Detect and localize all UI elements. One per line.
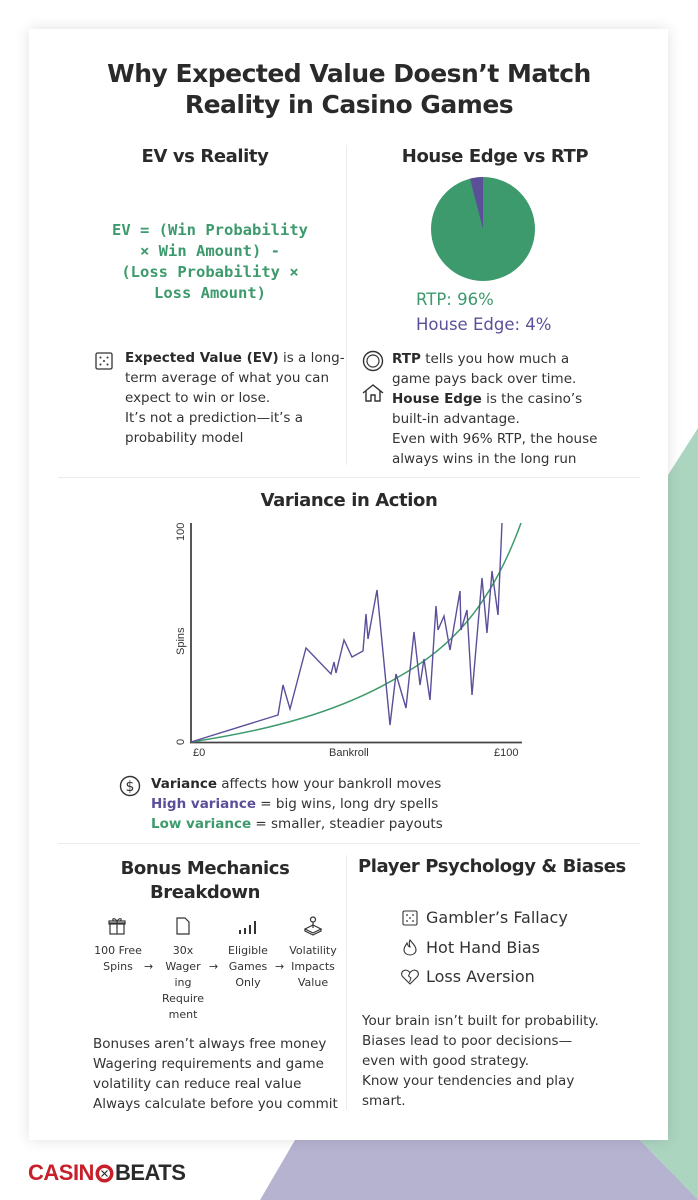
ev-bold-term: Expected Value (EV)	[125, 350, 279, 366]
x-tick-0: £0	[193, 747, 206, 759]
arrow-icon: →	[209, 960, 219, 973]
step-line: Wager	[165, 960, 201, 973]
arrow-icon: →	[275, 960, 285, 973]
variance-heading: Variance in Action	[260, 490, 438, 511]
page-title	[0, 58, 698, 120]
psychology-summary-line: even with good strategy.	[362, 1053, 530, 1069]
psychology-summary-line: Know your tendencies and play	[362, 1073, 575, 1089]
arrow-icon: →	[144, 960, 154, 973]
broken-heart-icon	[401, 969, 419, 985]
formula-line: EV = (Win Probability	[112, 221, 308, 239]
house-edge-line: Even with 96% RTP, the house	[392, 431, 598, 447]
casinobeats-logo[interactable]	[28, 1160, 185, 1186]
step-line: Only	[235, 976, 261, 989]
formula-line: Loss Amount)	[154, 284, 266, 302]
bonus-heading-line: Bonus Mechanics	[120, 858, 290, 879]
rtp-text: tells you how much a	[420, 351, 570, 367]
house-edge-description	[392, 349, 642, 469]
formula-line: (Loss Probability ×	[121, 263, 299, 281]
ev-line: probability model	[125, 430, 244, 446]
low-variance-line	[191, 523, 521, 742]
bonus-summary-line: Bonuses aren’t always free money	[93, 1036, 327, 1052]
psychology-summary-line: Your brain isn’t built for probability.	[362, 1013, 599, 1029]
variance-line-chart	[160, 515, 540, 765]
gift-icon	[108, 917, 126, 935]
bonus-step-free-spins	[88, 943, 148, 975]
step-line: Require	[162, 992, 204, 1005]
section-divider-horizontal	[58, 477, 640, 478]
y-tick-0: 0	[175, 738, 187, 745]
step-line: Volatility	[289, 944, 337, 957]
bonus-step-eligible-games	[222, 943, 274, 991]
roulette-wheel-icon	[95, 1164, 114, 1183]
ev-line: term average of what you can	[125, 370, 330, 386]
high-variance-term: High variance	[151, 796, 256, 812]
ev-line: expect to win or lose.	[125, 390, 271, 406]
ev-line: It’s not a prediction—it’s a	[125, 410, 304, 426]
house-edge-heading: House Edge vs RTP	[401, 146, 589, 167]
high-variance-text: = big wins, long dry spells	[255, 796, 439, 812]
variance-text: affects how your bankroll moves	[216, 776, 442, 792]
ev-heading: EV vs Reality	[141, 146, 269, 167]
house-edge-bold-term: House Edge	[392, 391, 482, 407]
house-edge-text: is the casino’s	[481, 391, 583, 407]
house-edge-line: built-in advantage.	[392, 411, 520, 427]
title-line-2: Reality in Casino Games	[184, 90, 514, 119]
x-axis-label: Bankroll	[329, 747, 369, 759]
rtp-pie-chart	[430, 176, 536, 282]
dice-icon	[402, 910, 418, 926]
step-line: Eligible	[228, 944, 268, 957]
house-icon	[361, 383, 385, 403]
bonus-heading	[60, 857, 350, 905]
step-line: Value	[297, 976, 329, 989]
step-line: 30x	[172, 944, 194, 957]
low-variance-term: Low variance	[151, 816, 252, 832]
logo-text-casino: CASIN	[28, 1160, 94, 1185]
psychology-heading: Player Psychology & Biases	[358, 856, 626, 877]
bonus-summary-line: Wagering requirements and game	[93, 1056, 324, 1072]
x-tick-100: £100	[494, 747, 519, 759]
ev-description	[125, 348, 350, 448]
ev-text: is a long-	[278, 350, 345, 366]
psychology-summary	[362, 1011, 632, 1111]
logo-text-beats: BEATS	[114, 1160, 186, 1185]
rtp-line: game pays back over time.	[392, 371, 577, 387]
bias-loss-aversion: Loss Aversion	[426, 967, 535, 986]
bias-hot-hand: Hot Hand Bias	[426, 938, 540, 957]
step-line: ing	[174, 976, 192, 989]
y-tick-100: 100	[175, 522, 187, 541]
ev-formula	[80, 220, 340, 304]
section-divider-horizontal-2	[58, 843, 640, 844]
signal-bars-icon	[238, 920, 260, 934]
svg-text:$: $	[125, 779, 135, 795]
bonus-summary-line: volatility can reduce real value	[93, 1076, 302, 1092]
dice-icon	[95, 352, 113, 370]
step-line: Impacts	[291, 960, 335, 973]
y-axis-label: Spins	[175, 627, 187, 655]
low-variance-text: = smaller, steadier payouts	[251, 816, 443, 832]
variance-bold-term: Variance	[151, 776, 217, 792]
psychology-summary-line: smart.	[362, 1093, 406, 1109]
house-edge-line: always wins in the long run	[392, 451, 577, 467]
house-edge-label: House Edge: 4%	[416, 315, 552, 334]
step-line: 100 Free	[94, 944, 142, 957]
step-line: ment	[168, 1008, 198, 1021]
psychology-summary-line: Biases lead to poor decisions—	[362, 1033, 573, 1049]
bonus-summary	[93, 1034, 353, 1114]
high-variance-line	[191, 523, 502, 742]
rtp-bold-term: RTP	[392, 351, 421, 367]
dollar-circle-icon	[119, 775, 141, 797]
step-line: Spins	[103, 960, 133, 973]
variance-description	[151, 774, 471, 834]
bonus-heading-line: Breakdown	[149, 882, 261, 903]
step-line: Games	[228, 960, 268, 973]
chip-icon	[362, 350, 384, 372]
rtp-label: RTP: 96%	[416, 290, 494, 309]
bonus-step-volatility	[286, 943, 340, 991]
title-line-1: Why Expected Value Doesn’t Match	[107, 59, 591, 88]
formula-line: × Win Amount) -	[140, 242, 280, 260]
flame-icon	[402, 939, 418, 956]
bonus-step-wagering	[158, 943, 208, 1023]
joystick-icon	[304, 916, 322, 936]
bias-gamblers-fallacy: Gambler’s Fallacy	[426, 908, 568, 927]
bonus-summary-line: Always calculate before you commit	[93, 1096, 338, 1112]
document-icon	[175, 917, 191, 935]
